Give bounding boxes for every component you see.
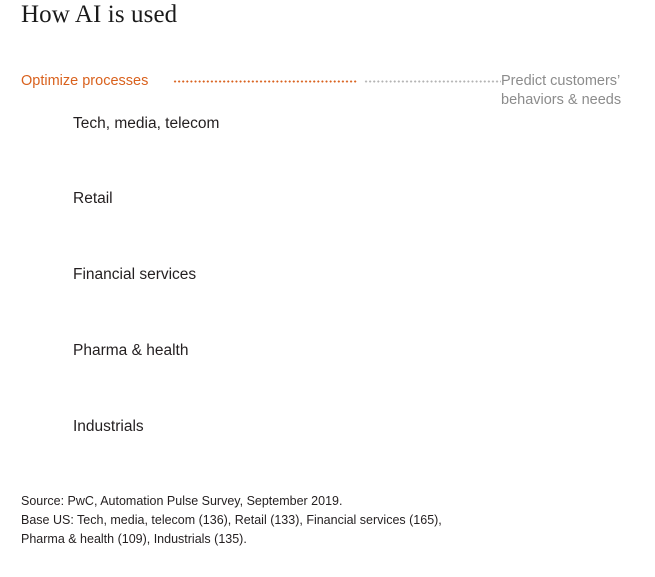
legend-item-predict-behaviors: Predict customers’ behaviors & needs: [501, 73, 622, 108]
category-label: Pharma & health: [73, 342, 189, 359]
category-label: Retail: [73, 190, 113, 207]
footnote-base-line-2: Pharma & health (109), Industrials (135).: [21, 532, 247, 546]
chart-row: [21, 407, 636, 475]
category-label: Tech, media, telecom: [73, 115, 220, 132]
chart-row: [21, 179, 636, 247]
footnote-source: Source: PwC, Automation Pulse Survey, September 2019.: [21, 494, 343, 508]
chart-row: [21, 104, 636, 172]
category-label: Financial services: [73, 266, 197, 283]
chart-row: [21, 331, 636, 399]
footnote-base-line-1: Base US: Tech, media, telecom (136), Retail (133), Financial services (165),: [21, 513, 442, 527]
chart-footnote: [21, 492, 621, 549]
chart-title: How AI is used: [21, 1, 178, 28]
category-label: Industrials: [73, 418, 144, 435]
chart-plot-area: [21, 104, 636, 459]
legend-dotted-line-left: [173, 80, 358, 83]
chart-row: [21, 255, 636, 323]
legend-item-optimize-processes: Optimize processes: [21, 73, 149, 89]
legend-dotted-line-right: [364, 80, 501, 83]
